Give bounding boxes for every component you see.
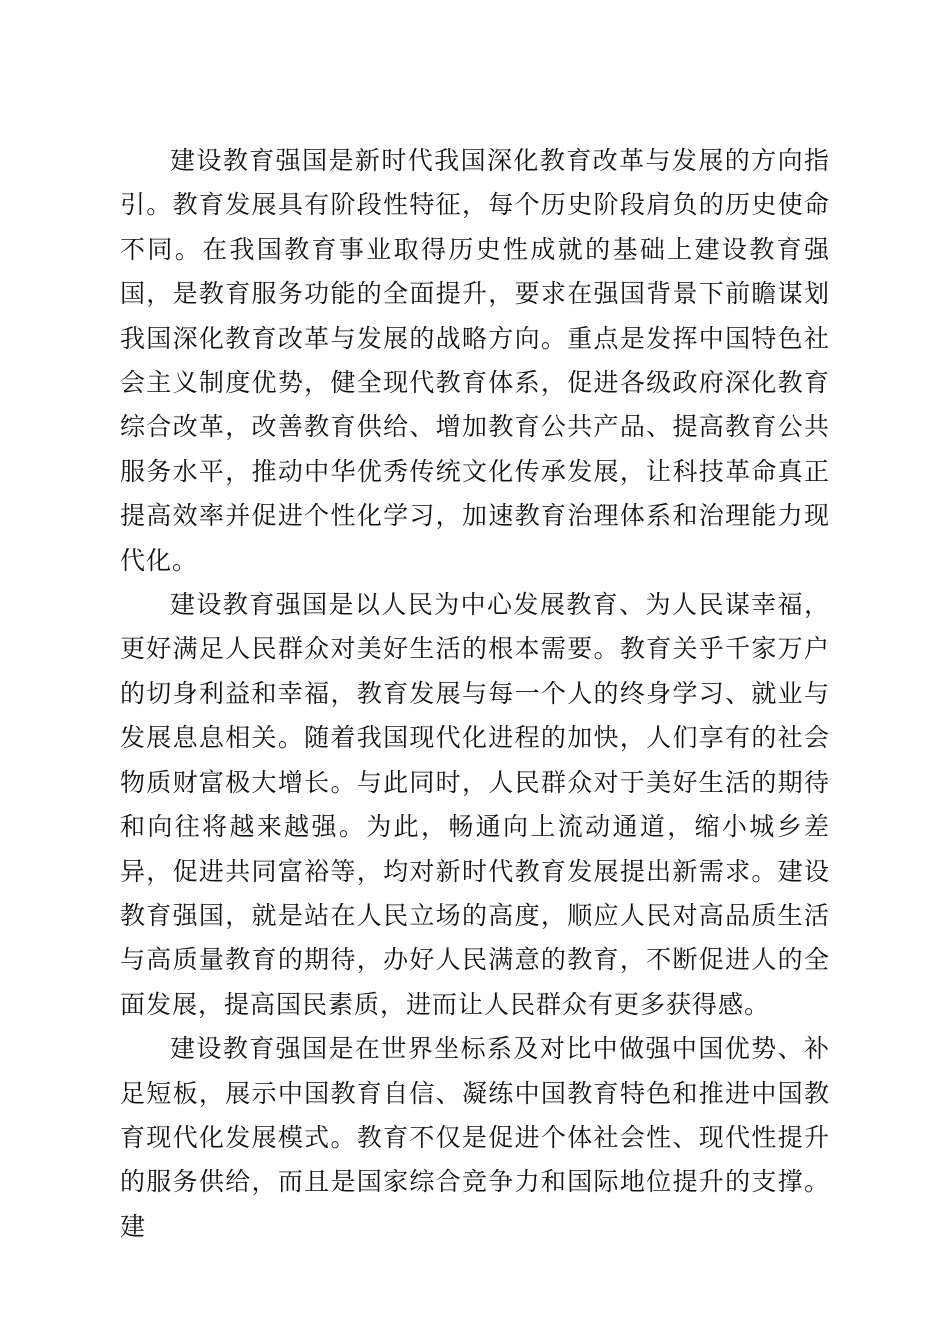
document-page — [120, 139, 830, 1249]
paragraph-1: 建设教育强国是新时代我国深化教育改革与发展的方向指引。教育发展具有阶段性特征，每个历史阶段肩负的历史使命不同。在我国教育事业取得历史性成就的基础上建设教育强国，是教育服务功能的全面提升，要求在强国背景下前瞻谋划我国深化教育改革与发展的战略方向。重点是发挥中国特色社会主义制度优势，健全现代教育体系，促进各级政府深化教育综合改革，改善教育供给、增加教育公共产品、提高教育公共服务水平，推动中华优秀传统文化传承发展，让科技革命真正提高效率并促进个性化学习，加速教育治理体系和治理能力现代化。 — [120, 146, 830, 575]
paragraph-3: 建设教育强国是在世界坐标系及对比中做强中国优势、补足短板，展示中国教育自信、凝练中国教育特色和推进中国教育现代化发展模式。教育不仅是促进个体社会性、现代性提升的服务供给，而且是国家综合竞争力和国际地位提升的支撑。建 — [120, 1034, 830, 1241]
paragraph-2: 建设教育强国是以人民为中心发展教育、为人民谋幸福，更好满足人民群众对美好生活的根本需要。教育关乎千家万户的切身利益和幸福，教育发展与每一个人的终身学习、就业与发展息息相关。随着我国现代化进程的加快，人们享有的社会物质财富极大增长。与此同时，人民群众对于美好生活的期待和向往将越来越强。为此，畅通向上流动通道，缩小城乡差异，促进共同富裕等，均对新时代教育发展提出新需求。建设教育强国，就是站在人民立场的高度，顺应人民对高品质生活与高质量教育的期待，办好人民满意的教育，不断促进人的全面发展，提高国民素质，进而让人民群众有更多获得感。 — [120, 590, 830, 1019]
